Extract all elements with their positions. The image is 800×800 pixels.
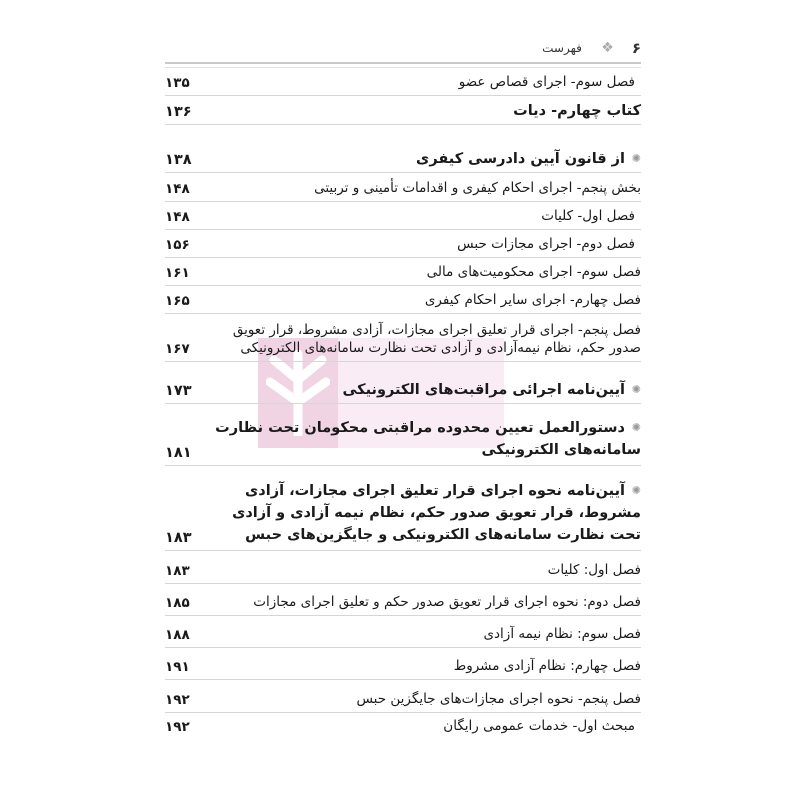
toc-page: ۱۳۵ [165,75,190,91]
toc-page: ۱۹۲ [165,719,190,735]
toc-row[interactable] [165,125,641,173]
toc-title: فصل سوم- اجرای محکومیت‌های مالی [426,264,641,280]
toc-page: ۱۶۱ [165,265,190,281]
toc-title: ✺دستورالعمل تعیین محدوده مراقبتی محکومان تحت نظارت سامانه‌های الکترونیکی [215,420,641,458]
toc-title: فصل دوم- اجرای مجازات حبس [457,236,635,252]
toc-row[interactable] [165,648,641,680]
toc-row[interactable] [165,314,641,362]
toc-page: ۱۸۳ [165,563,190,579]
toc-title: مبحث اول- خدمات عمومی رایگان [443,718,635,734]
toc-page: ۱۹۱ [165,659,190,675]
toc-page: ۱۵۶ [165,237,190,253]
flower-bullet-icon: ✺ [631,383,641,396]
toc-row[interactable] [165,551,641,584]
running-title: فهرست [542,41,582,55]
toc-row[interactable] [165,202,641,230]
toc-row[interactable] [165,466,641,551]
toc-row[interactable] [165,68,641,96]
toc-title: فصل سوم- اجرای قصاص عضو [458,74,635,90]
toc-page: ۱۴۸ [165,209,190,225]
toc-page: ۱۸۳ [165,530,192,546]
toc-title: فصل چهارم- اجرای سایر احکام کیفری [424,292,641,308]
toc-row[interactable] [165,230,641,258]
toc-title: فصل دوم: نحوه اجرای قرار تعویق صدور حکم و تعلیق اجرای مجازات [253,594,641,610]
toc-page: ۱۷۳ [165,383,192,399]
toc-row[interactable] [165,362,641,404]
toc-page: ۱۶۷ [165,341,190,357]
toc-row[interactable] [165,173,641,202]
toc-title: ✺آیین‌نامه نحوه اجرای قرار تعلیق اجرای مجازات، آزادی مشروط، قرار تعویق صدور حکم، نظام نیمه آزادی و آزادی تحت نظارت سامانه‌های الکترونیکی و جایگزین‌های حبس [232,483,641,543]
toc-row[interactable] [165,96,641,125]
toc-page: ۱۸۸ [165,627,190,643]
flower-bullet-icon: ✺ [631,421,641,434]
toc-title: فصل سوم: نظام نیمه آزادی [483,626,641,642]
toc-page: ۱۸۱ [165,445,192,461]
toc-row[interactable] [165,286,641,314]
diamond-ornament-icon: ❖ [601,40,614,56]
toc-page: ۱۳۶ [165,104,192,120]
toc-row[interactable] [165,616,641,648]
toc-page: ۱۴۸ [165,181,190,197]
flower-bullet-icon: ✺ [631,152,641,165]
toc-row[interactable] [165,713,641,739]
toc-page [165,34,641,739]
toc-title: فصل اول: کلیات [547,562,641,578]
toc-row[interactable] [165,584,641,616]
flower-bullet-icon: ✺ [631,484,641,497]
toc-row[interactable] [165,258,641,286]
toc-title: فصل اول- کلیات [541,208,635,224]
toc-title: فصل پنجم- نحوه اجرای مجازات‌های جایگزین حبس [356,691,641,707]
toc-page: ۱۳۸ [165,152,192,168]
toc-row[interactable] [165,404,641,466]
toc-page: ۱۹۲ [165,692,190,708]
toc-title: فصل پنجم- اجرای قرار تعلیق اجرای مجازات، آزادی مشروط، قرار تعویق صدور حکم، نظام نیمه‌آزادی و آزادی تحت نظارت سامانه‌های الکترونیکی [232,322,641,356]
toc-title: فصل چهارم: نظام آزادی مشروط [453,658,641,674]
toc-title: بخش پنجم- اجرای احکام کیفری و اقدامات تأمینی و تربیتی [314,180,641,196]
toc-row[interactable] [165,680,641,713]
running-header [165,34,641,62]
page-number: ۶ [631,39,641,57]
toc-page: ۱۶۵ [165,293,190,309]
toc-title: ✺از قانون آیین دادرسی کیفری [416,151,641,167]
toc-title: ✺آیین‌نامه اجرائی مراقبت‌های الکترونیکی [342,382,641,398]
toc-page: ۱۸۵ [165,595,190,611]
toc-title: کتاب چهارم- دیات [513,103,641,119]
